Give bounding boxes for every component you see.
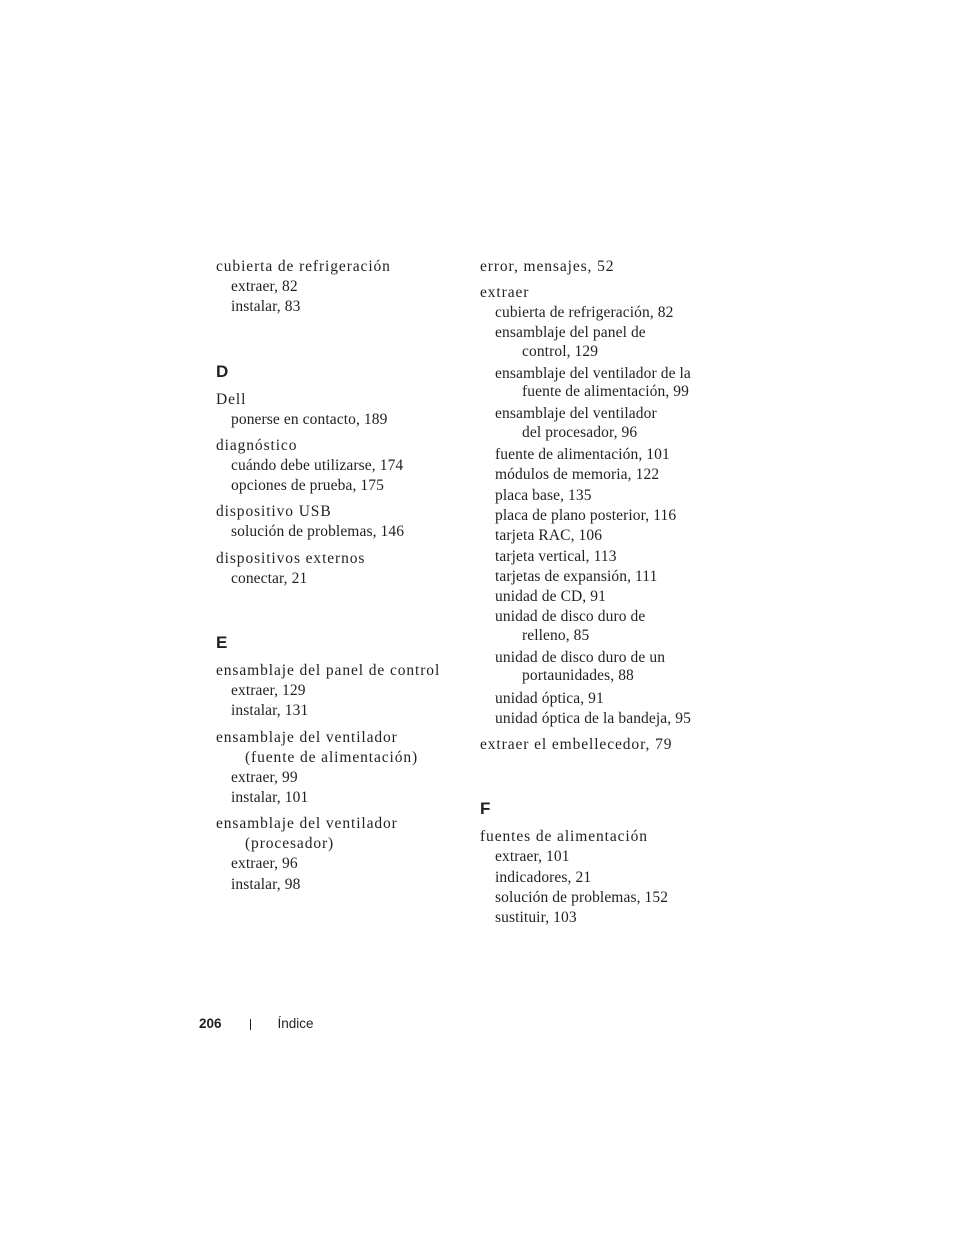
index-entry bbox=[216, 257, 466, 318]
index-entry bbox=[480, 257, 730, 277]
index-term: cubierta de refrigeración bbox=[216, 258, 391, 275]
index-entry bbox=[216, 814, 466, 895]
index-subterm: tarjeta vertical, 113 bbox=[495, 547, 617, 565]
index-subterm: cubierta de refrigeración, 82 bbox=[495, 304, 674, 321]
index-entry bbox=[216, 436, 466, 497]
index-term: ensamblaje del ventilador bbox=[216, 728, 398, 746]
index-subterm: unidad óptica de la bandeja, 95 bbox=[495, 709, 691, 727]
index-term: Dell bbox=[216, 390, 247, 408]
index-term: extraer bbox=[480, 284, 530, 301]
index-subterm: conectar, 21 bbox=[231, 569, 308, 587]
index-subterm: extraer, 101 bbox=[495, 848, 570, 866]
index-subterm-continuation: del procesador, 96 bbox=[522, 423, 638, 441]
index-letter-heading: E bbox=[216, 633, 228, 653]
index-subterm: unidad de CD, 91 bbox=[495, 588, 606, 606]
index-entry bbox=[480, 283, 730, 729]
index-subterm: instalar, 83 bbox=[231, 298, 301, 316]
footer-separator bbox=[250, 1019, 251, 1030]
index-subterm-continuation: control, 129 bbox=[522, 342, 599, 360]
index-subterm: tarjeta RAC, 106 bbox=[495, 527, 603, 545]
index-subterm: cuándo debe utilizarse, 174 bbox=[231, 456, 404, 474]
index-term: diagnóstico bbox=[216, 436, 298, 454]
index-subterm: tarjetas de expansión, 111 bbox=[495, 567, 658, 585]
index-subterm: instalar, 98 bbox=[231, 875, 301, 893]
index-subterm-continuation: fuente de alimentación, 99 bbox=[522, 383, 690, 401]
index-entry bbox=[216, 728, 466, 809]
index-subterm: unidad de disco duro de bbox=[495, 608, 646, 626]
index-subterm: ponerse en contacto, 189 bbox=[231, 410, 388, 428]
index-subterm: instalar, 101 bbox=[231, 788, 309, 806]
index-entry bbox=[216, 502, 466, 542]
index-subterm-continuation: portaunidades, 88 bbox=[522, 667, 634, 685]
index-term: error, mensajes, 52 bbox=[480, 258, 615, 275]
index-subterm: extraer, 96 bbox=[231, 855, 298, 873]
index-term: dispositivo USB bbox=[216, 503, 332, 521]
index-term: dispositivos externos bbox=[216, 549, 366, 567]
index-letter-heading: F bbox=[480, 799, 491, 819]
index-subterm: solución de problemas, 152 bbox=[495, 888, 669, 906]
index-subterm: solución de problemas, 146 bbox=[231, 523, 405, 541]
index-subterm: ensamblaje del ventilador de la bbox=[495, 364, 691, 382]
index-term: extraer el embellecedor, 79 bbox=[480, 736, 673, 754]
index-subterm: placa base, 135 bbox=[495, 486, 592, 504]
index-term: fuentes de alimentación bbox=[480, 828, 648, 846]
index-column-left bbox=[216, 257, 466, 901]
page-number: 206 bbox=[199, 1016, 222, 1031]
index-entry bbox=[480, 827, 730, 928]
index-subterm: placa de plano posterior, 116 bbox=[495, 506, 677, 524]
index-subterm-continuation: relleno, 85 bbox=[522, 626, 590, 644]
index-subterm: instalar, 131 bbox=[231, 702, 309, 720]
index-entry bbox=[216, 549, 466, 589]
index-subterm: sustituir, 103 bbox=[495, 909, 577, 927]
index-subterm: fuente de alimentación, 101 bbox=[495, 446, 670, 464]
index-letter-heading: D bbox=[216, 361, 229, 381]
index-column-right bbox=[480, 257, 730, 934]
index-subterm: opciones de prueba, 175 bbox=[231, 477, 384, 495]
index-subterm: unidad óptica, 91 bbox=[495, 689, 604, 707]
page-footer bbox=[199, 1015, 314, 1033]
section-title: Índice bbox=[277, 1016, 314, 1031]
index-term: ensamblaje del ventilador bbox=[216, 815, 398, 833]
index-subterm: unidad de disco duro de un bbox=[495, 649, 666, 667]
index-subterm: indicadores, 21 bbox=[495, 868, 592, 886]
index-entry bbox=[216, 661, 466, 722]
index-subterm: extraer, 99 bbox=[231, 768, 298, 786]
index-entry bbox=[216, 390, 466, 430]
index-subterm: módulos de memoria, 122 bbox=[495, 466, 660, 484]
index-subterm: ensamblaje del panel de bbox=[495, 324, 646, 342]
index-term-continuation: (procesador) bbox=[245, 835, 335, 853]
index-term-continuation: (fuente de alimentación) bbox=[245, 748, 419, 766]
index-subterm: extraer, 129 bbox=[231, 682, 306, 700]
index-subterm: extraer, 82 bbox=[231, 278, 298, 295]
index-subterm: ensamblaje del ventilador bbox=[495, 405, 657, 423]
index-term: ensamblaje del panel de control bbox=[216, 662, 441, 680]
index-entry bbox=[480, 735, 730, 755]
